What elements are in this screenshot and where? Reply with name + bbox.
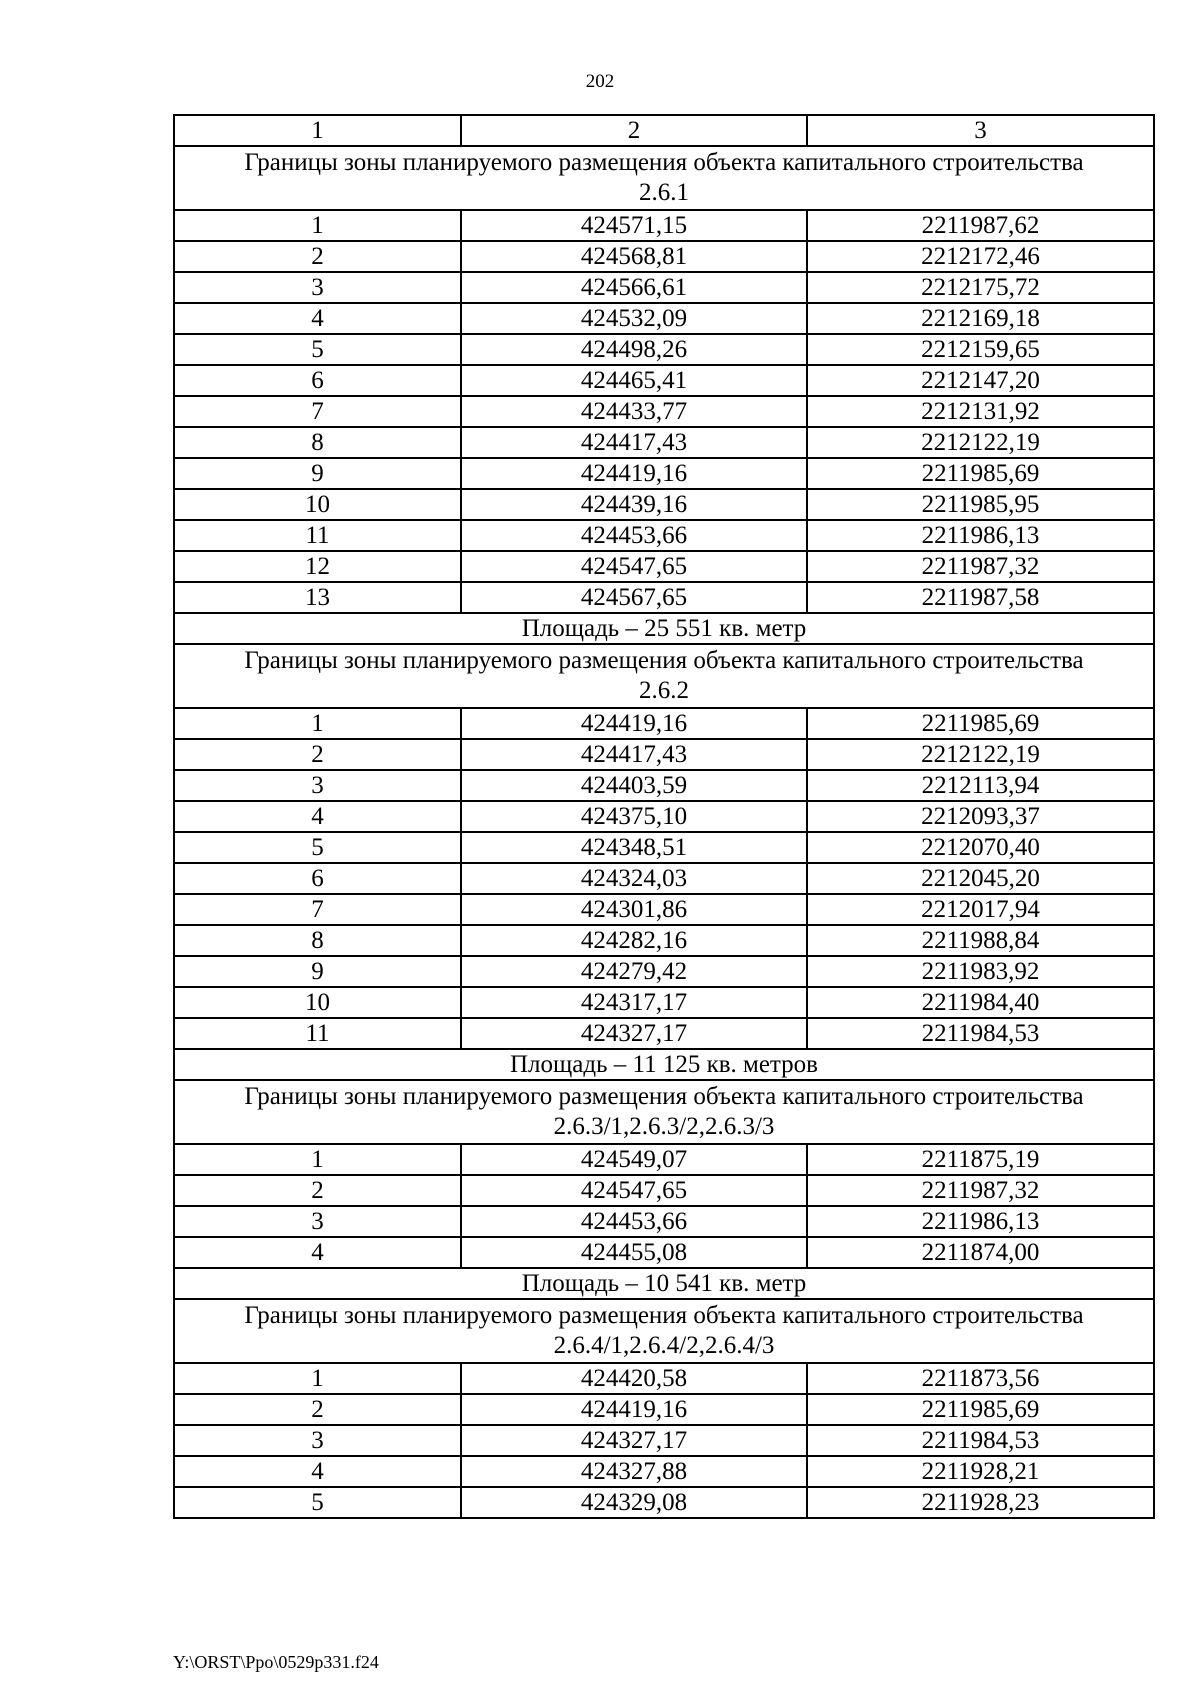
x-coordinate-cell: 424549,07 <box>461 1144 807 1175</box>
x-coordinate-cell: 424465,41 <box>461 365 807 396</box>
y-coordinate-cell: 2212017,94 <box>807 894 1154 925</box>
table-row <box>174 334 1154 365</box>
x-coordinate-cell: 424317,17 <box>461 987 807 1018</box>
table-row <box>174 863 1154 894</box>
table-row <box>174 427 1154 458</box>
table-row <box>174 956 1154 987</box>
x-coordinate-cell: 424439,16 <box>461 489 807 520</box>
table-row <box>174 1237 1154 1268</box>
section-title: Границы зоны планируемого размещения объекта капитального строительства 2.6.1 <box>174 146 1154 210</box>
y-coordinate-cell: 2212175,72 <box>807 272 1154 303</box>
point-number-cell: 9 <box>174 458 461 489</box>
table-row <box>174 925 1154 956</box>
header-cell-2: 2 <box>461 115 807 146</box>
point-number-cell: 5 <box>174 334 461 365</box>
x-coordinate-cell: 424282,16 <box>461 925 807 956</box>
x-coordinate-cell: 424571,15 <box>461 210 807 241</box>
y-coordinate-cell: 2211928,21 <box>807 1456 1154 1487</box>
point-number-cell: 9 <box>174 956 461 987</box>
x-coordinate-cell: 424403,59 <box>461 770 807 801</box>
x-coordinate-cell: 424453,66 <box>461 1206 807 1237</box>
table-row <box>174 1175 1154 1206</box>
y-coordinate-cell: 2211874,00 <box>807 1237 1154 1268</box>
section-title-row <box>174 146 1154 210</box>
point-number-cell: 3 <box>174 1425 461 1456</box>
point-number-cell: 10 <box>174 489 461 520</box>
x-coordinate-cell: 424532,09 <box>461 303 807 334</box>
table-row <box>174 1394 1154 1425</box>
area-row <box>174 613 1154 644</box>
x-coordinate-cell: 424301,86 <box>461 894 807 925</box>
x-coordinate-cell: 424568,81 <box>461 241 807 272</box>
section-title-row <box>174 644 1154 708</box>
x-coordinate-cell: 424419,16 <box>461 1394 807 1425</box>
table-row <box>174 770 1154 801</box>
y-coordinate-cell: 2212122,19 <box>807 739 1154 770</box>
x-coordinate-cell: 424327,17 <box>461 1425 807 1456</box>
y-coordinate-cell: 2211988,84 <box>807 925 1154 956</box>
y-coordinate-cell: 2212172,46 <box>807 241 1154 272</box>
y-coordinate-cell: 2212147,20 <box>807 365 1154 396</box>
point-number-cell: 6 <box>174 365 461 396</box>
table-row <box>174 1206 1154 1237</box>
y-coordinate-cell: 2211984,53 <box>807 1018 1154 1049</box>
area-value: Площадь – 25 551 кв. метр <box>174 613 1154 644</box>
point-number-cell: 3 <box>174 272 461 303</box>
point-number-cell: 2 <box>174 739 461 770</box>
point-number-cell: 1 <box>174 210 461 241</box>
x-coordinate-cell: 424567,65 <box>461 582 807 613</box>
page-number: 202 <box>585 71 615 92</box>
table-row <box>174 272 1154 303</box>
point-number-cell: 6 <box>174 863 461 894</box>
point-number-cell: 2 <box>174 241 461 272</box>
y-coordinate-cell: 2211928,23 <box>807 1487 1154 1518</box>
x-coordinate-cell: 424419,16 <box>461 708 807 739</box>
y-coordinate-cell: 2212131,92 <box>807 396 1154 427</box>
x-coordinate-cell: 424547,65 <box>461 551 807 582</box>
table-row <box>174 739 1154 770</box>
y-coordinate-cell: 2211983,92 <box>807 956 1154 987</box>
point-number-cell: 1 <box>174 1144 461 1175</box>
x-coordinate-cell: 424327,88 <box>461 1456 807 1487</box>
x-coordinate-cell: 424417,43 <box>461 739 807 770</box>
y-coordinate-cell: 2211873,56 <box>807 1363 1154 1394</box>
y-coordinate-cell: 2211987,32 <box>807 551 1154 582</box>
y-coordinate-cell: 2212045,20 <box>807 863 1154 894</box>
point-number-cell: 1 <box>174 1363 461 1394</box>
x-coordinate-cell: 424348,51 <box>461 832 807 863</box>
table-row <box>174 987 1154 1018</box>
x-coordinate-cell: 424279,42 <box>461 956 807 987</box>
point-number-cell: 10 <box>174 987 461 1018</box>
point-number-cell: 3 <box>174 1206 461 1237</box>
point-number-cell: 8 <box>174 925 461 956</box>
point-number-cell: 4 <box>174 1456 461 1487</box>
point-number-cell: 4 <box>174 303 461 334</box>
point-number-cell: 13 <box>174 582 461 613</box>
x-coordinate-cell: 424375,10 <box>461 801 807 832</box>
area-row <box>174 1049 1154 1080</box>
point-number-cell: 3 <box>174 770 461 801</box>
point-number-cell: 2 <box>174 1394 461 1425</box>
point-number-cell: 4 <box>174 801 461 832</box>
x-coordinate-cell: 424419,16 <box>461 458 807 489</box>
section-title-row <box>174 1299 1154 1363</box>
table-row <box>174 489 1154 520</box>
y-coordinate-cell: 2211985,69 <box>807 458 1154 489</box>
table-row <box>174 832 1154 863</box>
y-coordinate-cell: 2211875,19 <box>807 1144 1154 1175</box>
point-number-cell: 11 <box>174 1018 461 1049</box>
coordinates-table <box>173 114 1155 1519</box>
table-header-row <box>174 115 1154 146</box>
x-coordinate-cell: 424327,17 <box>461 1018 807 1049</box>
point-number-cell: 5 <box>174 832 461 863</box>
table-row <box>174 551 1154 582</box>
y-coordinate-cell: 2212159,65 <box>807 334 1154 365</box>
y-coordinate-cell: 2211986,13 <box>807 520 1154 551</box>
table-row <box>174 303 1154 334</box>
table-row <box>174 520 1154 551</box>
x-coordinate-cell: 424324,03 <box>461 863 807 894</box>
x-coordinate-cell: 424420,58 <box>461 1363 807 1394</box>
point-number-cell: 7 <box>174 894 461 925</box>
y-coordinate-cell: 2211987,62 <box>807 210 1154 241</box>
section-title-row <box>174 1080 1154 1144</box>
table-row <box>174 801 1154 832</box>
x-coordinate-cell: 424453,66 <box>461 520 807 551</box>
table-row <box>174 1363 1154 1394</box>
footer-file-path: Y:\ORST\Ppo\0529p331.f24 <box>173 1652 379 1672</box>
point-number-cell: 4 <box>174 1237 461 1268</box>
area-value: Площадь – 10 541 кв. метр <box>174 1268 1154 1299</box>
x-coordinate-cell: 424498,26 <box>461 334 807 365</box>
y-coordinate-cell: 2211985,69 <box>807 708 1154 739</box>
x-coordinate-cell: 424329,08 <box>461 1487 807 1518</box>
y-coordinate-cell: 2211985,95 <box>807 489 1154 520</box>
table-row <box>174 210 1154 241</box>
area-row <box>174 1268 1154 1299</box>
point-number-cell: 8 <box>174 427 461 458</box>
y-coordinate-cell: 2211987,58 <box>807 582 1154 613</box>
section-title: Границы зоны планируемого размещения объекта капитального строительства 2.6.2 <box>174 644 1154 708</box>
point-number-cell: 5 <box>174 1487 461 1518</box>
header-cell-1: 1 <box>174 115 461 146</box>
table-row <box>174 708 1154 739</box>
table-row <box>174 365 1154 396</box>
x-coordinate-cell: 424566,61 <box>461 272 807 303</box>
table-row <box>174 458 1154 489</box>
point-number-cell: 11 <box>174 520 461 551</box>
table-row <box>174 1487 1154 1518</box>
table-row <box>174 894 1154 925</box>
x-coordinate-cell: 424417,43 <box>461 427 807 458</box>
table-row <box>174 1018 1154 1049</box>
table-row <box>174 1144 1154 1175</box>
y-coordinate-cell: 2211986,13 <box>807 1206 1154 1237</box>
section-title: Границы зоны планируемого размещения объекта капитального строительства 2.6.4/1,2.6.4/2,2.6.4/3 <box>174 1299 1154 1363</box>
point-number-cell: 2 <box>174 1175 461 1206</box>
y-coordinate-cell: 2212113,94 <box>807 770 1154 801</box>
section-title: Границы зоны планируемого размещения объекта капитального строительства 2.6.3/1,2.6.3/2,2.6.3/3 <box>174 1080 1154 1144</box>
coordinates-table-body <box>174 115 1154 1518</box>
point-number-cell: 1 <box>174 708 461 739</box>
table-row <box>174 241 1154 272</box>
y-coordinate-cell: 2212122,19 <box>807 427 1154 458</box>
table-row <box>174 1425 1154 1456</box>
y-coordinate-cell: 2211985,69 <box>807 1394 1154 1425</box>
x-coordinate-cell: 424547,65 <box>461 1175 807 1206</box>
y-coordinate-cell: 2211984,53 <box>807 1425 1154 1456</box>
x-coordinate-cell: 424433,77 <box>461 396 807 427</box>
y-coordinate-cell: 2211987,32 <box>807 1175 1154 1206</box>
point-number-cell: 7 <box>174 396 461 427</box>
y-coordinate-cell: 2212070,40 <box>807 832 1154 863</box>
y-coordinate-cell: 2211984,40 <box>807 987 1154 1018</box>
table-row <box>174 396 1154 427</box>
table-row <box>174 1456 1154 1487</box>
x-coordinate-cell: 424455,08 <box>461 1237 807 1268</box>
y-coordinate-cell: 2212093,37 <box>807 801 1154 832</box>
table-row <box>174 582 1154 613</box>
area-value: Площадь – 11 125 кв. метров <box>174 1049 1154 1080</box>
point-number-cell: 12 <box>174 551 461 582</box>
header-cell-3: 3 <box>807 115 1154 146</box>
y-coordinate-cell: 2212169,18 <box>807 303 1154 334</box>
